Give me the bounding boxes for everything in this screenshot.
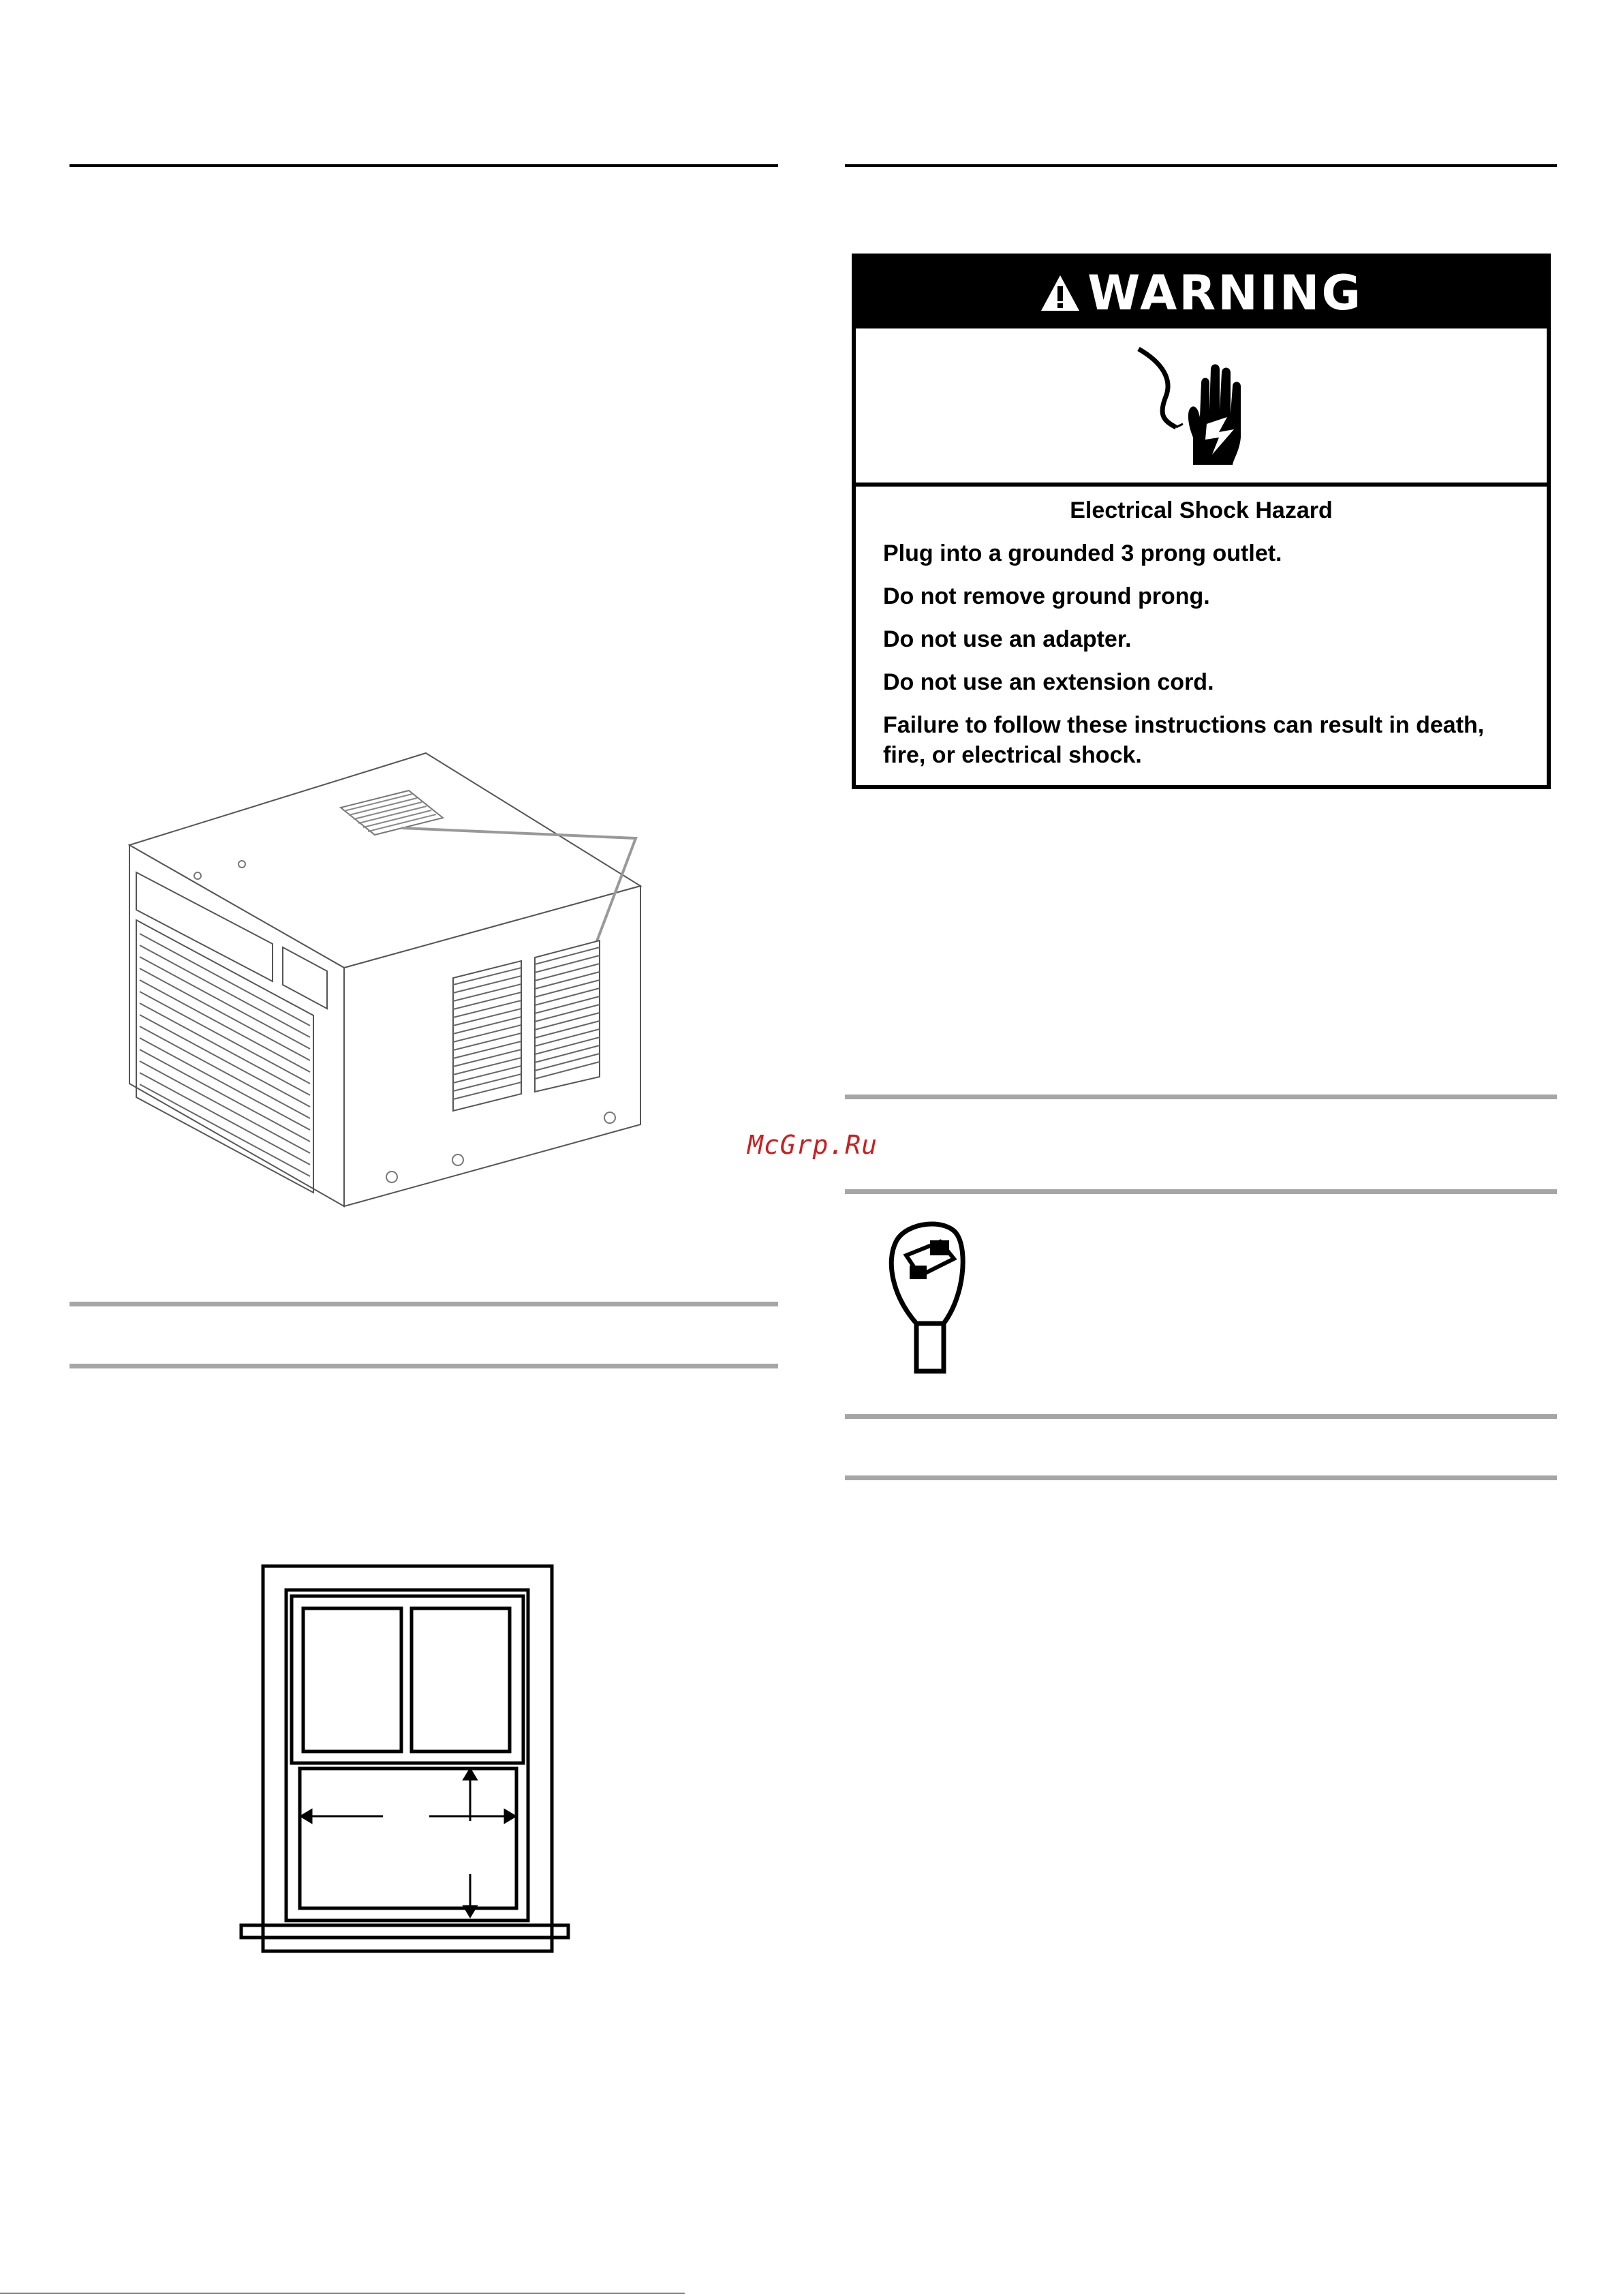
warning-line-5: Failure to follow these instructions can result in death, fire, or electrical shock.: [883, 712, 1485, 768]
electric-hand-icon: [1125, 342, 1261, 472]
warning-symbol-area: [856, 328, 1547, 487]
section-rule-left-1: [69, 1302, 778, 1306]
watermark-text: McGrp.Ru: [747, 1130, 878, 1160]
section-rule-right-4: [845, 1475, 1557, 1480]
hazard-title: Electrical Shock Hazard: [1070, 498, 1333, 523]
warning-line-2: Do not remove ground prong.: [883, 583, 1210, 609]
warning-title: WARNING: [1087, 265, 1363, 321]
warning-line-1: Plug into a grounded 3 prong outlet.: [883, 540, 1282, 566]
page-bottom-rule: [0, 2293, 685, 2294]
warning-line-4: Do not use an extension cord.: [883, 669, 1214, 695]
section-rule-right-2: [845, 1189, 1557, 1194]
alert-triangle-icon: [1040, 274, 1081, 312]
section-rule-right-1: [845, 1095, 1557, 1099]
section-rule-top-left: [69, 164, 778, 167]
warning-box: [852, 254, 1551, 789]
section-rule-right-3: [845, 1414, 1557, 1419]
grounded-plug-icon: [879, 1214, 988, 1378]
warning-header: [856, 258, 1547, 328]
air-conditioner-illustration: [109, 743, 654, 1227]
section-rule-left-2: [69, 1364, 778, 1368]
warning-line-3: Do not use an adapter.: [883, 626, 1132, 652]
window-opening-diagram: [238, 1561, 572, 1970]
section-rule-top-right: [845, 164, 1557, 167]
